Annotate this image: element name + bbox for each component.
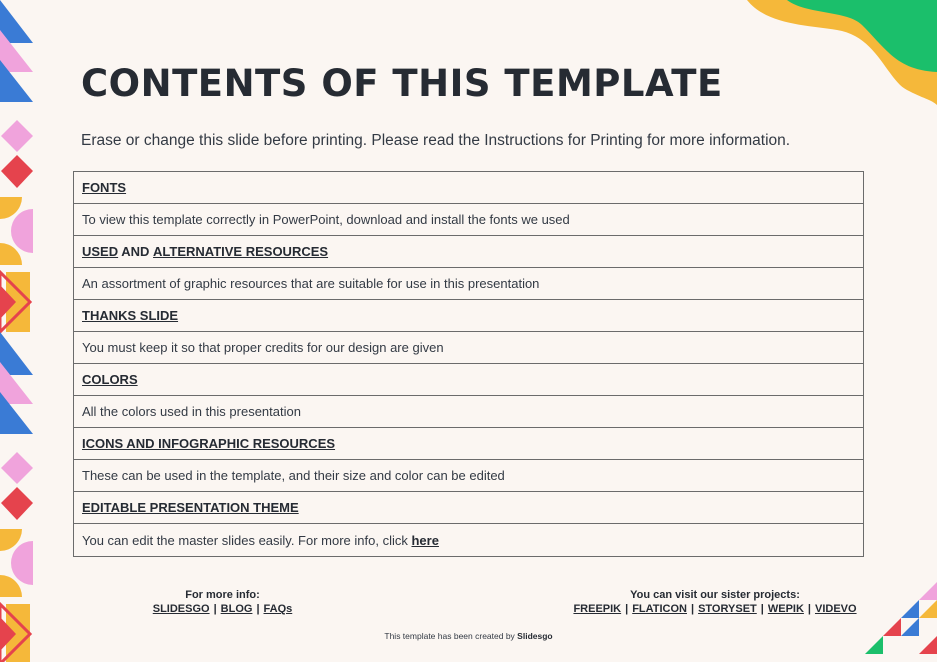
credit-line: [0, 631, 937, 641]
icons-resources-link[interactable]: ICONS AND INFOGRAPHIC RESOURCES: [82, 436, 336, 451]
separator: |: [691, 603, 695, 615]
table-row-description: [74, 204, 863, 236]
table-row-heading: [74, 172, 863, 204]
sister-projects-label: You can visit our sister projects:: [630, 589, 800, 601]
table-row-description: [74, 524, 863, 556]
footer-sister-projects: [560, 589, 870, 615]
table-row-description: [74, 268, 863, 300]
table-row-heading: [74, 236, 863, 268]
wave-decoration-top-right: [737, 0, 937, 110]
used-resources-link[interactable]: USED: [82, 244, 119, 259]
table-row-description: [74, 460, 863, 492]
videvo-link[interactable]: VIDEVO: [814, 603, 857, 615]
flaticon-link[interactable]: FLATICON: [632, 603, 687, 615]
more-info-label: For more info:: [185, 589, 260, 601]
blog-link[interactable]: BLOG: [220, 603, 253, 615]
separator: |: [256, 603, 260, 615]
fonts-description: To view this template correctly in PowerPoint, download and install the fonts we used: [82, 212, 570, 227]
faqs-link[interactable]: FAQs: [263, 603, 293, 615]
colors-description: All the colors used in this presentation: [82, 404, 301, 419]
wepik-link[interactable]: WEPIK: [767, 603, 804, 615]
alternative-resources-link[interactable]: ALTERNATIVE RESOURCES: [153, 244, 329, 259]
storyset-link[interactable]: STORYSET: [698, 603, 757, 615]
resources-description: An assortment of graphic resources that are suitable for use in this presentation: [82, 276, 540, 291]
freepik-link[interactable]: FREEPIK: [573, 603, 622, 615]
contents-table: [73, 171, 864, 557]
table-row-heading: [74, 428, 863, 460]
page-title: CONTENTS OF THIS TEMPLATE: [81, 62, 723, 105]
separator: |: [760, 603, 764, 615]
page-subtitle: Erase or change this slide before printing. Please read the Instructions for Printing for more information.: [81, 132, 791, 149]
slidesgo-link[interactable]: SLIDESGO: [152, 603, 210, 615]
editable-theme-link[interactable]: EDITABLE PRESENTATION THEME: [82, 500, 299, 515]
table-row-heading: [74, 492, 863, 524]
colors-link[interactable]: COLORS: [82, 372, 138, 387]
table-row-heading: [74, 364, 863, 396]
separator: |: [625, 603, 629, 615]
geometric-shapes-left-strip: [0, 0, 36, 662]
separator: |: [213, 603, 217, 615]
icons-description: These can be used in the template, and their size and color can be edited: [82, 468, 505, 483]
credit-brand: Slidesgo: [517, 631, 553, 641]
here-link[interactable]: here: [411, 532, 439, 548]
thanks-slide-description: You must keep it so that proper credits for our design are given: [82, 340, 444, 355]
separator: |: [807, 603, 811, 615]
table-row-description: [74, 332, 863, 364]
fonts-link[interactable]: FONTS: [82, 180, 127, 195]
credit-text: This template has been created by: [384, 631, 518, 641]
footer-more-info: [110, 589, 335, 615]
theme-description: You can edit the master slides easily. For more info, click: [82, 532, 412, 548]
heading-connector: AND: [118, 244, 154, 259]
thanks-slide-link[interactable]: THANKS SLIDE: [82, 308, 179, 323]
table-row-description: [74, 396, 863, 428]
table-row-heading: [74, 300, 863, 332]
